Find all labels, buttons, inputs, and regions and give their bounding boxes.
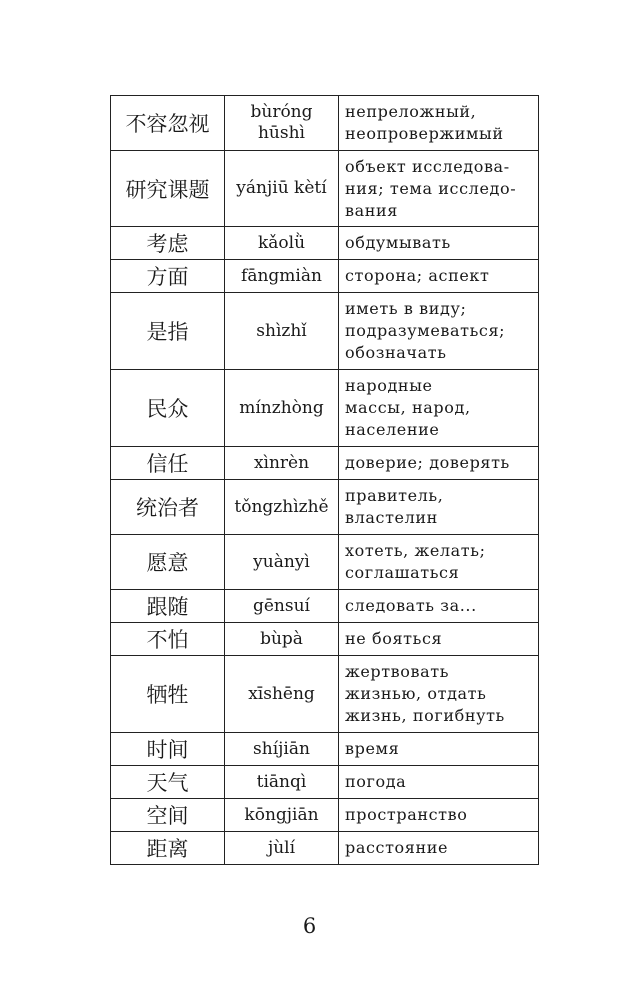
table-row — [111, 96, 539, 151]
russian-cell: иметь в виду; подразумеваться; обозначать — [339, 293, 539, 370]
russian-cell: правитель, властелин — [339, 480, 539, 535]
pinyin-cell: jùlí — [225, 832, 339, 865]
table-row — [111, 260, 539, 293]
pinyin-cell: tǒngzhìzhě — [225, 480, 339, 535]
hanzi-cell: 研究课题 — [111, 151, 225, 227]
russian-cell: хотеть, желать; соглашаться — [339, 535, 539, 590]
russian-cell: пространство — [339, 799, 539, 832]
table-row — [111, 535, 539, 590]
vocabulary-table-body — [111, 96, 539, 865]
hanzi-cell: 是指 — [111, 293, 225, 370]
russian-cell: погода — [339, 766, 539, 799]
hanzi-cell: 时间 — [111, 733, 225, 766]
hanzi-cell: 不容忽视 — [111, 96, 225, 151]
table-row — [111, 293, 539, 370]
hanzi-cell: 跟随 — [111, 590, 225, 623]
vocabulary-table — [110, 95, 539, 865]
table-row — [111, 733, 539, 766]
pinyin-cell: yánjiū kètí — [225, 151, 339, 227]
pinyin-cell: shíjiān — [225, 733, 339, 766]
russian-cell: следовать за... — [339, 590, 539, 623]
russian-cell: народные массы, народ, население — [339, 370, 539, 447]
table-row — [111, 151, 539, 227]
pinyin-cell: fāngmiàn — [225, 260, 339, 293]
hanzi-cell: 愿意 — [111, 535, 225, 590]
russian-cell: расстояние — [339, 832, 539, 865]
table-row — [111, 832, 539, 865]
pinyin-cell: xīshēng — [225, 656, 339, 733]
hanzi-cell: 不怕 — [111, 623, 225, 656]
hanzi-cell: 民众 — [111, 370, 225, 447]
russian-cell: доверие; доверять — [339, 447, 539, 480]
hanzi-cell: 牺牲 — [111, 656, 225, 733]
pinyin-cell: shìzhǐ — [225, 293, 339, 370]
table-row — [111, 766, 539, 799]
russian-cell: обдумывать — [339, 227, 539, 260]
pinyin-cell: mínzhòng — [225, 370, 339, 447]
russian-cell: время — [339, 733, 539, 766]
hanzi-cell: 距离 — [111, 832, 225, 865]
table-row — [111, 590, 539, 623]
hanzi-cell: 方面 — [111, 260, 225, 293]
hanzi-cell: 考虑 — [111, 227, 225, 260]
pinyin-cell: kǎolǜ — [225, 227, 339, 260]
table-row — [111, 799, 539, 832]
russian-cell: не бояться — [339, 623, 539, 656]
pinyin-cell: gēnsuí — [225, 590, 339, 623]
pinyin-cell: kōngjiān — [225, 799, 339, 832]
pinyin-cell: yuànyì — [225, 535, 339, 590]
table-row — [111, 370, 539, 447]
hanzi-cell: 空间 — [111, 799, 225, 832]
pinyin-cell: xìnrèn — [225, 447, 339, 480]
russian-cell: непреложный, неопровержимый — [339, 96, 539, 151]
hanzi-cell: 天气 — [111, 766, 225, 799]
pinyin-cell: bùróng hūshì — [225, 96, 339, 151]
hanzi-cell: 统治者 — [111, 480, 225, 535]
russian-cell: сторона; аспект — [339, 260, 539, 293]
russian-cell: объект исследова- ния; тема исследо- вания — [339, 151, 539, 227]
table-row — [111, 623, 539, 656]
table-row — [111, 656, 539, 733]
pinyin-cell: bùpà — [225, 623, 339, 656]
table-row — [111, 227, 539, 260]
hanzi-cell: 信任 — [111, 447, 225, 480]
table-row — [111, 447, 539, 480]
table-row — [111, 480, 539, 535]
russian-cell: жертвовать жизнью, отдать жизнь, погибнуть — [339, 656, 539, 733]
page-number: 6 — [302, 914, 317, 938]
pinyin-cell: tiānqì — [225, 766, 339, 799]
